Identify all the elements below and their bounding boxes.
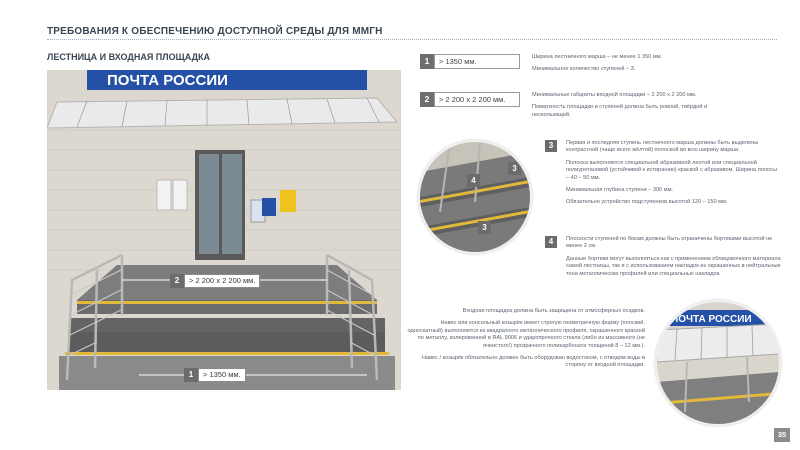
photo-label-number: 2 xyxy=(170,274,184,288)
photo-label-value: > 2 200 х 2 200 мм. xyxy=(184,274,260,288)
sign-text: ПОЧТА РОССИИ xyxy=(107,72,228,89)
page-header-title: ТРЕБОВАНИЯ К ОБЕСПЕЧЕНИЮ ДОСТУПНОЙ СРЕДЫ ДЛЯ ММГН xyxy=(47,26,383,37)
photo-label-landing xyxy=(170,274,260,288)
circle-badge: 4 xyxy=(467,174,480,187)
callout-1-text xyxy=(532,54,732,79)
item-3-number: 3 xyxy=(545,140,557,152)
callout-value: > 1350 мм. xyxy=(434,54,520,69)
canopy-note-paragraph: Навес или консольный козырёк имеет строгую геометричную форму (плоский, односкатный) выполняется из квадратного металлического профиля, окрашенного краской по металлу, колерованной в RAL 9006 и ударопрочного стекла (либо из массивного (не ячеистого!) прозрачного поликарбоната толщиной 8 – 12 мм.). xyxy=(407,320,645,349)
callout-2-tab xyxy=(420,92,520,107)
page-number: 35 xyxy=(774,428,790,442)
callout-2-line: Минимальные габариты входной площадки – 2 200 х 2 200 мм. xyxy=(532,92,697,98)
callout-1-line: Ширина лестничного марша – не менее 1 350 мм. xyxy=(532,54,663,60)
callout-value: > 2 200 х 2 200 мм. xyxy=(434,92,520,107)
entrance-scene xyxy=(47,70,401,390)
photo-label-number: 1 xyxy=(184,368,198,382)
item-4-paragraph: Плоскости ступеней по бокам должны быть ограничены бортиками высотой не менее 2 см. xyxy=(566,236,773,250)
callout-number: 1 xyxy=(420,54,434,69)
canopy-note-paragraph: Входная площадка должна быть защищена от атмосферных осадков. xyxy=(462,308,645,314)
header-divider xyxy=(47,39,777,40)
canopy-note xyxy=(405,308,645,375)
canopy-note-paragraph: Навес / козырёк обязательно должен быть оборудован водостоком, с отводом воды в сторону от входной площадки. xyxy=(421,355,645,369)
stair-detail-illustration xyxy=(420,142,530,252)
photo-label-stair-width xyxy=(184,368,246,382)
stair-entrance-illustration xyxy=(47,70,401,390)
item-3-paragraph: Минимальная глубина ступени – 300 мм. xyxy=(566,187,673,194)
photo-label-value: > 1350 мм. xyxy=(198,368,246,382)
item-4-paragraph: Данные бортики могут выполняться как с применением облицовочного материала самой лестницы, так и с использованием накладок из окрашенных в нейтральные тона металлических профилей или специальных накладок. xyxy=(566,255,781,277)
callout-1-tab xyxy=(420,54,520,69)
stair-stripe-detail-circle xyxy=(418,140,532,254)
item-3-paragraph: Обязательно устройство подступенков высотой 120 – 150 мм. xyxy=(566,199,728,206)
canopy-detail-illustration xyxy=(657,302,779,424)
item-4-text xyxy=(566,236,781,283)
callout-2-text xyxy=(532,92,732,124)
item-4-number: 4 xyxy=(545,236,557,248)
circle-badge: 3 xyxy=(508,162,521,175)
callout-2-line: Поверхность площадки и ступеней должна быть ровной, твёрдой и нескользящей. xyxy=(532,104,708,118)
item-3-paragraph: Первая и последняя ступень лестничного марша должны быть выделены контрастной (чаще всего жёлтой) полоской во всю ширину марша. xyxy=(566,140,759,154)
canopy-sign-text: ПОЧТА РОССИИ xyxy=(671,314,752,325)
item-3-paragraph: Полоска выполняется специальной абразивной лентой или специальной полиуретановой (устойчивой к истиранию) краской с абразивом. Ширина полосы – 40 – 50 мм. xyxy=(566,159,777,181)
callout-number: 2 xyxy=(420,92,434,107)
item-3-text xyxy=(566,140,781,212)
section-title: ЛЕСТНИЦА И ВХОДНАЯ ПЛОЩАДКА xyxy=(47,52,210,62)
canopy-detail-circle xyxy=(655,300,781,426)
callout-1-line: Минимальное количество ступеней – 3. xyxy=(532,66,636,73)
circle-badge: 3 xyxy=(478,221,491,234)
